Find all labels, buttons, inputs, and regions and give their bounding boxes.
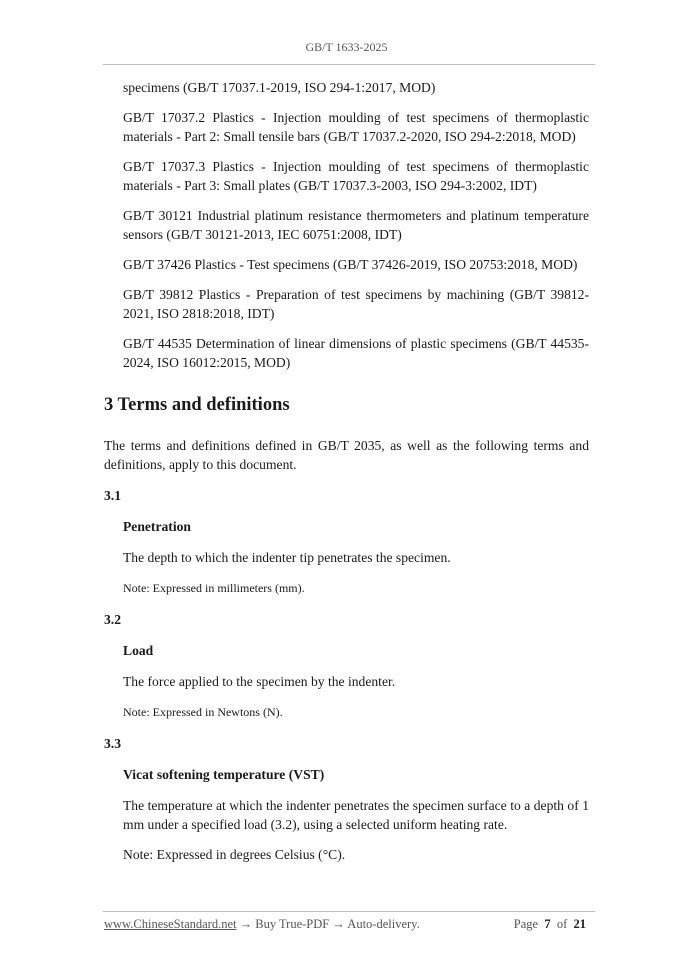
normative-references	[104, 78, 589, 372]
term-note: Note: Expressed in Newtons (N).	[123, 705, 283, 719]
reference-item: GB/T 17037.3 Plastics - Injection moulding of test specimens of thermoplastic materials - Part 3: Small plates (GB/T 17037.3-2003, ISO 294-3:2002, IDT)	[123, 159, 589, 193]
term-entry	[104, 765, 589, 864]
term-name: Vicat softening temperature (VST)	[123, 767, 325, 782]
page-label: Page	[513, 917, 539, 931]
of-label: of	[556, 917, 568, 931]
term-note: Note: Expressed in degrees Celsius (°C).	[123, 847, 346, 862]
term-definition: The depth to which the indenter tip penetrates the specimen.	[123, 550, 451, 565]
page-number: 7	[544, 917, 551, 931]
footer-divider	[103, 911, 595, 912]
header-divider	[103, 64, 595, 65]
document-body	[104, 78, 589, 864]
reference-item: GB/T 30121 Industrial platinum resistance thermometers and platinum temperature sensors (GB/T 30121-2013, IEC 60751:2008, IDT)	[123, 208, 589, 242]
page-total: 21	[573, 917, 586, 931]
reference-item: GB/T 37426 Plastics - Test specimens (GB/T 37426-2019, ISO 20753:2018, MOD)	[123, 257, 578, 272]
footer-promo-text: → Buy True-PDF → Auto-delivery.	[236, 917, 420, 931]
term-number: 3.1	[104, 488, 121, 503]
term-name: Penetration	[123, 519, 191, 534]
reference-item: GB/T 39812 Plastics - Preparation of test specimens by machining (GB/T 39812-2021, ISO 2818:2018, IDT)	[123, 287, 589, 321]
term-number: 3.2	[104, 612, 121, 627]
reference-item: GB/T 17037.2 Plastics - Injection moulding of test specimens of thermoplastic materials - Part 2: Small tensile bars (GB/T 17037.2-2020, ISO 294-2:2018, MOD)	[123, 110, 589, 144]
page-indicator	[514, 917, 586, 932]
reference-item: specimens (GB/T 17037.1-2019, ISO 294-1:2017, MOD)	[123, 80, 436, 95]
term-number: 3.3	[104, 736, 121, 751]
term-entry	[104, 517, 589, 597]
reference-item: GB/T 44535 Determination of linear dimensions of plastic specimens (GB/T 44535-2024, ISO 16012:2015, MOD)	[123, 336, 589, 370]
site-link[interactable]: www.ChineseStandard.net	[104, 917, 237, 931]
term-definition: The force applied to the specimen by the indenter.	[123, 674, 396, 689]
term-name: Load	[123, 643, 154, 658]
term-note: Note: Expressed in millimeters (mm).	[123, 581, 305, 595]
page-header: GB/T 1633-2025	[305, 40, 388, 54]
term-entry	[104, 641, 589, 721]
footer-promo	[104, 917, 420, 932]
section-intro: The terms and definitions defined in GB/T 2035, as well as the following terms and definitions, apply to this document.	[104, 438, 589, 472]
term-definition: The temperature at which the indenter penetrates the specimen surface to a depth of 1 mm under a specified load (3.2), using a selected uniform heating rate.	[123, 798, 589, 832]
section-heading: 3 Terms and definitions	[104, 395, 290, 415]
page-footer	[104, 917, 586, 932]
